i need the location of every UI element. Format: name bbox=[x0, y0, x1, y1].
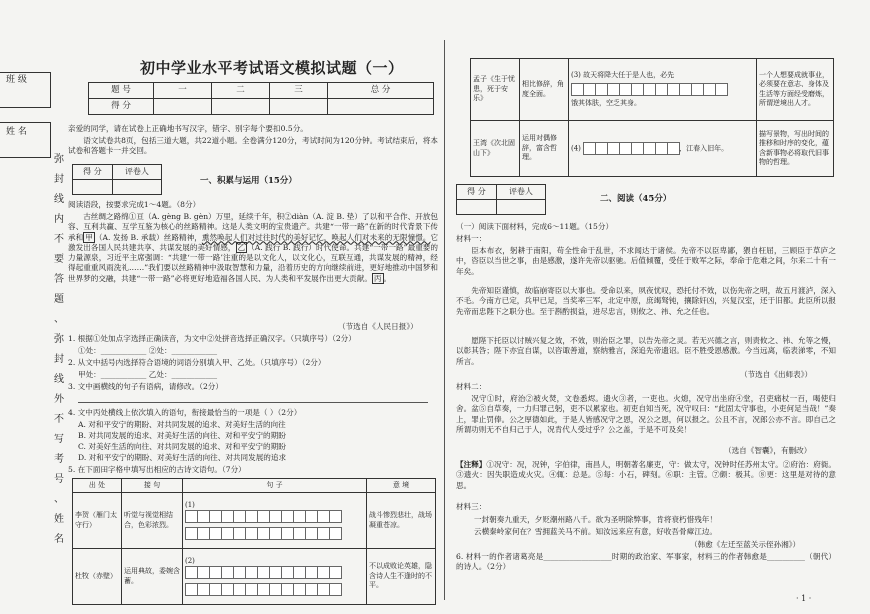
annotation bbox=[456, 460, 836, 491]
binding-char: 、 bbox=[54, 494, 64, 505]
question-1-answer[interactable]: ①处：____________ ②处：____________ bbox=[78, 346, 218, 355]
question-3-answer-line[interactable] bbox=[78, 402, 428, 403]
poetry-answer-grid[interactable] bbox=[183, 549, 367, 605]
poetry-table-left bbox=[72, 478, 436, 605]
grader-score-label: 得 分 bbox=[457, 185, 497, 200]
tianzige-row[interactable] bbox=[571, 83, 754, 96]
binding-char: 答 bbox=[54, 274, 64, 285]
intro-line-1: 亲爱的同学，请在试卷上正确地书写汉字，错字、别字每个要扣0.5分。 bbox=[68, 124, 308, 133]
score-header: 二 bbox=[211, 83, 269, 99]
tianzige-cell[interactable] bbox=[329, 583, 342, 596]
poetry-connect: 相比修辞，角度全面。 bbox=[520, 59, 569, 121]
binding-char: 要 bbox=[54, 254, 64, 265]
binding-char: 封 bbox=[54, 354, 64, 365]
binding-char: 题 bbox=[54, 294, 64, 305]
binding-char: 弥 bbox=[54, 334, 64, 345]
binding-char: 线 bbox=[54, 374, 64, 385]
tianzige-row[interactable] bbox=[185, 510, 364, 523]
question-4: 4. 文中丙处横线上依次填入的语句，衔接最恰当的一项是（ ）（2分） bbox=[68, 408, 302, 417]
page-title: 初中学业水平考试语文模拟试题（一） bbox=[140, 59, 404, 77]
score-row-label: 得 分 bbox=[89, 99, 154, 115]
poetry-table-right bbox=[470, 58, 834, 177]
score-header: 总 分 bbox=[327, 83, 433, 99]
score-header: 一 bbox=[154, 83, 212, 99]
poetry-header: 意 境 bbox=[367, 479, 436, 493]
grader-reviewer-label: 评卷人 bbox=[112, 165, 161, 180]
poetry-header: 出 处 bbox=[73, 479, 122, 493]
grader-reviewer-label: 评卷人 bbox=[496, 185, 545, 200]
underlined-sentence: 熏然唤起人们对过往时代的美好记忆，唤起人们对未来的无限憧憬。 bbox=[201, 232, 431, 242]
poetry-source: 李贺（雁门太守行） bbox=[73, 493, 122, 549]
poem-line-1: 一封朝奏九重天，夕贬潮州路八千。欲为圣明除弊事，肯将衰朽惜残年！ bbox=[474, 515, 717, 524]
binding-vertical-text bbox=[54, 150, 64, 550]
score-cell[interactable] bbox=[154, 99, 212, 115]
poetry-source: 王湾《次北固山下》 bbox=[471, 121, 520, 177]
q4-option-c[interactable]: C. 对美好生活的向往、对共同发展的追求、对和平安宁的期盼 bbox=[78, 442, 286, 451]
material-3-label: 材料三： bbox=[456, 502, 487, 511]
binding-char: 写 bbox=[54, 434, 64, 445]
score-cell[interactable] bbox=[269, 99, 327, 115]
grader-score-cell[interactable] bbox=[457, 200, 497, 215]
tianzige-cell[interactable] bbox=[329, 527, 342, 540]
tianzige-row[interactable] bbox=[185, 527, 364, 540]
question-2-answer[interactable]: 甲处：____________ 乙处：____________ bbox=[78, 370, 218, 379]
tianzige-row[interactable] bbox=[185, 566, 364, 579]
tianzige-cell[interactable] bbox=[329, 510, 342, 523]
material-1-p2: 先帝知臣谨慎，故临崩寄臣以大事也。受命以来，夙夜忧叹，恐托付不效，以伤先帝之明，故五月渡泸，深入不毛。今南方已定，兵甲已足，当奖率三军，北定中原，庶竭驽钝，攘除奸凶，兴复汉室，还于旧都。此臣所以报先帝而忠陛下之职分也。至于斟酌损益，进尽忠言，则攸之、祎、允之任也。 bbox=[456, 286, 836, 316]
poetry-mood: 战斗惨烈悲壮，战场凝重苍凉。 bbox=[367, 493, 436, 549]
tianzige-row[interactable] bbox=[185, 583, 364, 596]
material-1-p1: 臣本布衣，躬耕于南阳，苟全性命于乱世，不求闻达于诸侯。先帝不以臣卑鄙，猥自枉屈，三顾臣于草庐之中，咨臣以当世之事，由是感激，遂许先帝以驱驰。后值倾覆，受任于败军之际，奉命于危难之间，尔来二十有一年矣。 bbox=[456, 246, 836, 276]
poem-line-2: 云横秦岭家何在？雪拥蓝关马不前。知汝远来应有意，好收吾骨瘴江边。 bbox=[474, 527, 717, 536]
intro-line-2: 语文试卷共8页，包括三道大题，共22道小题。全卷满分120分，考试时间为120分钟。考试结束后，将本试卷和答题卡一并交回。 bbox=[68, 136, 439, 156]
grader-reviewer-cell[interactable] bbox=[112, 180, 161, 195]
poetry-source: 孟子《生于忧患，死于安乐》 bbox=[471, 59, 520, 121]
class-label: 班 级 bbox=[6, 75, 27, 85]
score-cell[interactable] bbox=[211, 99, 269, 115]
annotation-label: 【注释】 bbox=[456, 460, 487, 469]
poetry-answer-grid[interactable] bbox=[569, 59, 757, 121]
poetry-mood: 一个人想要成就事业，必须要在意志、身体及生活等方面经受磨炼，所谓逆境出人才。 bbox=[757, 59, 834, 121]
binding-char: 外 bbox=[54, 394, 64, 405]
material-1-p3: 愿陛下托臣以讨贼兴复之效，不效，则治臣之罪，以告先帝之灵。若无兴德之言，则责攸之、祎、允等之慢，以彰其咎；陛下亦宜自谋，以咨诹善道，察纳雅言，深追先帝遗诏。臣不胜受恩感激。今当远离，临表涕零，不知所言。 bbox=[456, 336, 836, 366]
binding-char: 不 bbox=[54, 414, 64, 425]
grader-box-2 bbox=[456, 184, 546, 215]
grader-reviewer-cell[interactable] bbox=[496, 200, 545, 215]
poetry-tail: 饿其体肤，空乏其身。 bbox=[571, 99, 641, 107]
section2-heading: 二、阅读（45分） bbox=[600, 194, 672, 204]
poetry-connect: 运用对偶修辞，富含哲理。 bbox=[520, 121, 569, 177]
material-2-label: 材料二： bbox=[456, 382, 487, 391]
tianzige-cell[interactable] bbox=[715, 83, 728, 96]
binding-char: 不 bbox=[54, 234, 64, 245]
passage-text: 。 bbox=[383, 273, 392, 283]
poetry-num: (1) bbox=[185, 500, 195, 509]
name-label: 姓 名 bbox=[6, 127, 27, 137]
question-6: 6. 材料一的作者诸葛亮是__________________时期的政治家、军事家，材料三的作者韩愈是__________（朝代）的诗人。（2分） bbox=[456, 552, 836, 572]
poetry-connect: 运用典故，委婉含蓄。 bbox=[122, 549, 183, 605]
question-1: 1. 根据①处加点字选择正确读音，为文中②处拼音选择正确汉字。（只填序号）（2分） bbox=[68, 334, 356, 343]
binding-char: 封 bbox=[54, 174, 64, 185]
binding-char: 考 bbox=[54, 454, 64, 465]
question-3: 3. 文中画横线的句子有语病，请修改。（2分） bbox=[68, 382, 223, 391]
passage-text: 古丝绸之路绵①亘（A. gèng B. gèn）万里，延续千年，积②diàn（A. 淀 B. 垫）了以和平合作、开放包容、互利共赢、互学互鉴为核心的丝路精神。这是人类文明的宝贵遗产。共建“一带一路”在新的时代背景下传承和 bbox=[68, 212, 438, 242]
passage-text: （A. 发扬 B. 承载）丝路精神， bbox=[94, 232, 202, 242]
binding-char: 弥 bbox=[54, 154, 64, 165]
material-2-source: （选自《智囊》，有删改） bbox=[724, 446, 812, 455]
tianzige-cell[interactable] bbox=[329, 566, 342, 579]
blank-bing: 丙 bbox=[373, 273, 382, 283]
section1-heading: 一、积累与运用（15分） bbox=[200, 176, 297, 186]
score-header: 三 bbox=[269, 83, 327, 99]
poetry-mood: 描写景物，写出时间的推移和时序的变化，蕴含新事物必将取代旧事物的哲理。 bbox=[757, 121, 834, 177]
binding-char: 号 bbox=[54, 474, 64, 485]
poem-source: （韩愈《左迁至蓝关示侄孙湘》） bbox=[690, 540, 801, 549]
poetry-num: (3) 故天将降大任于是人也，必先 bbox=[571, 70, 675, 79]
q4-option-b[interactable]: B. 对共同发展的追求、对美好生活的向往、对和平安宁的期盼 bbox=[78, 431, 286, 440]
binding-char: 姓 bbox=[54, 514, 64, 525]
grader-score-cell[interactable] bbox=[73, 180, 113, 195]
poetry-connect: 听觉与视觉相结合，色彩浓烈。 bbox=[122, 493, 183, 549]
grader-score-label: 得 分 bbox=[73, 165, 113, 180]
poetry-header: 句 子 bbox=[183, 479, 367, 493]
poetry-tail: ，江春入旧年。 bbox=[679, 144, 729, 153]
reading-prompt: 阅读语段，按要求完成1～4题。（8分） bbox=[68, 200, 201, 209]
passage-text: （A. 践行 B. 践行）时代使命。共建“一带一路”最重要的力量源泉，习近平主席强调：“共建‘一带一路’注重的是以文化人，以文化心，互联互通，共谋发展的精神，经得起重重风雨洗礼……”我们要以丝路精神中汲取智慧和力量，沿着历史的方向继续前进，更好地推动中国梦和世界梦的交融，共建“一带一路”必将更好地造福各国人民、为人类和平发展作出更大贡献。 bbox=[68, 242, 439, 283]
grader-box bbox=[72, 164, 162, 195]
page-number: · 1 · bbox=[796, 594, 812, 603]
blank-jia: 甲 bbox=[85, 232, 93, 242]
poetry-answer-grid[interactable] bbox=[183, 493, 367, 549]
tianzige-row[interactable] bbox=[583, 145, 679, 153]
score-cell[interactable] bbox=[327, 99, 433, 115]
question-2: 2. 从文中括号内选择符合语境的词语分别填入甲、乙处。（只填序号）（2分） bbox=[68, 358, 326, 367]
poetry-header: 接 句 bbox=[122, 479, 183, 493]
binding-char: 名 bbox=[54, 534, 64, 545]
score-table bbox=[88, 82, 434, 115]
material-2-text: 况守①时，府治②被火焚，文卷悉烬。遗火③者，一吏也。火熄，况守出坐府④堂，召吏痛杖一百，喝使归舍。盆⑤自草奏，一力归罪己躬，吏不以累家也。初吏自知当死，况守叹曰：“此固太守事也，小吏何足当哉！”奏上，罪止罚俸。公之厚德如此，于是人皆感况守之恩，况公之恩，何以报之。公且不言，况郎公亦不言。即自己之所谓功则无不自归己于人，况肯代人受过乎？公之盖，于是不可及矣！ bbox=[456, 394, 836, 434]
material-1-source: （节选自《出师表》） bbox=[740, 370, 813, 379]
score-header: 题 号 bbox=[89, 83, 154, 99]
poetry-num: (4) bbox=[571, 144, 581, 153]
poetry-answer-grid[interactable] bbox=[569, 121, 757, 177]
question-5: 5. 在下面田字格中填写出相应的古诗文语句。（7分） bbox=[68, 465, 246, 474]
binding-char: 、 bbox=[54, 314, 64, 325]
poetry-num: (2) bbox=[185, 556, 195, 565]
annotation-text: ①况守：况，况钟，字伯律，南昌人，明朝著名廉吏，守：做太守，况钟时任苏州太守。②府治：府衙。③遗火：因失职造成火灾。④辄：总是。⑤每：小石，碑刻。⑥职：主管。⑦颇：极其。⑧更：这里是对待的意思。 bbox=[456, 460, 837, 490]
reading-part1: （一）阅读下面材料，完成6～11题。（15分） bbox=[456, 222, 614, 231]
binding-char: 线 bbox=[54, 194, 64, 205]
material-1-label: 材料一： bbox=[456, 234, 487, 243]
q4-option-a[interactable]: A. 对和平安宁的期盼、对共同发展的追求、对美好生活的向往 bbox=[78, 420, 286, 429]
passage-text: 它激发出各国人民共建共享、共谋发展的美好情感， bbox=[68, 232, 439, 252]
passage-source: （节选自《人民日报》） bbox=[338, 322, 418, 331]
poetry-mood: 不以成败论英雄，隐含诗人生不逢时的不平。 bbox=[367, 549, 436, 605]
q4-option-d[interactable]: D. 对和平安宁的期盼、对美好生活的向往、对共同发展的追求 bbox=[78, 453, 287, 462]
blank-yi: 乙 bbox=[237, 242, 246, 252]
binding-char: 内 bbox=[54, 214, 64, 225]
poetry-source: 杜牧（赤壁） bbox=[73, 549, 122, 605]
center-divider bbox=[444, 40, 445, 600]
section1-passage bbox=[68, 212, 438, 284]
